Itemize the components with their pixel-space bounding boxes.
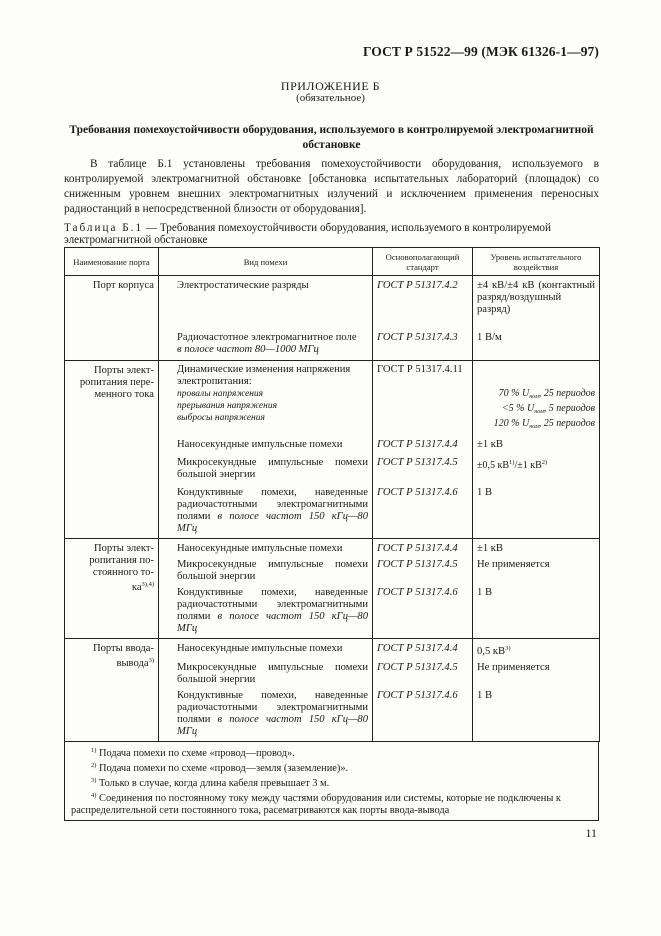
table-caption-label: Таблица Б.1	[64, 222, 144, 234]
sub-disturbance: провалы напряжения	[177, 389, 264, 399]
col-header-disturbance: Вид помехи	[159, 248, 373, 276]
test-level: 1 В	[473, 481, 600, 539]
basic-standard: ГОСТ Р 51317.4.2	[373, 276, 473, 317]
table-row	[65, 639, 600, 659]
disturbance-type	[159, 316, 373, 361]
disturbance-frequency-range: в полосе частот 150 кГц—80 МГц	[177, 714, 368, 737]
page-number: 11	[585, 826, 597, 840]
disturbance-type: Микросекундные импульсные помехи большой энергии	[159, 451, 373, 481]
level-dips: 70 % $U_{ном}$, 25 периодов	[498, 388, 595, 400]
disturbance-type: Микросекундные импульсные помехи большой энергии	[159, 658, 373, 686]
standard-designation: ГОСТ Р 51522—99 (МЭК 61326-1—97)	[362, 44, 599, 59]
test-level: 1 В/м	[473, 316, 600, 361]
disturbance-type-text: Кондуктивные помехи, наведенные радиочастотными электромагнитными полями	[177, 587, 368, 622]
col-header-port: Наименование порта	[65, 248, 159, 276]
col-header-standard: Основополагающий стандарт	[373, 248, 473, 276]
table-caption	[64, 222, 599, 246]
port-name: Порты элект- ропитания по- стоянного то- $ка^{3),4)}$	[65, 539, 159, 639]
level-interruptions: <5 % $U_{ном}$, 5 периодов	[501, 403, 595, 415]
footnote: $^{3)}$ Только в случае, когда длина кабеля превышает 3 м.	[91, 777, 330, 789]
footnote: $^{4)}$ Соединения по постоянному току между частями оборудования или системы, которые не подключены к распределительной сети постоянного тока, расематриваются как порты ввода-вывода	[71, 792, 561, 816]
col-header-level: Уровень испытательного воздействия	[473, 248, 600, 276]
table-row	[65, 539, 600, 556]
disturbance-type-text: Кондуктивные помехи, наведенные радиочастотными электромагнитными полями	[177, 690, 368, 725]
annex-subtitle: (обязательное)	[296, 92, 365, 104]
test-level: Не применяется	[473, 658, 600, 686]
disturbance-frequency-range: в полосе частот 150 кГц—80 МГц	[177, 511, 368, 534]
basic-standard: ГОСТ Р 51317.4.4	[373, 639, 473, 659]
test-level: 0,5 $кВ^{3)}$	[473, 639, 600, 659]
disturbance-type	[159, 583, 373, 639]
basic-standard: ГОСТ Р 51317.4.6	[373, 481, 473, 539]
disturbance-type-text: Динамические изменения напряжения электропитания:	[177, 364, 351, 387]
level-swells: 120 % $U_{ном}$, 25 периодов	[493, 418, 595, 430]
basic-standard: ГОСТ Р 51317.4.5	[373, 451, 473, 481]
basic-standard: ГОСТ Р 51317.4.5	[373, 555, 473, 583]
table-row	[65, 276, 600, 317]
test-level: ±4 кВ/±4 кВ (контактный разряд/воздушный разряд)	[473, 276, 600, 317]
test-level	[473, 361, 600, 434]
disturbance-type	[159, 686, 373, 742]
basic-standard: ГОСТ Р 51317.4.4	[373, 539, 473, 556]
test-level: Не применяется	[473, 555, 600, 583]
disturbance-type-text: Кондуктивные помехи, наведенные радиочастотными электромагнитными полями	[177, 487, 368, 522]
disturbance-type: Наносекундные импульсные помехи	[159, 539, 373, 556]
test-level: ±1 кВ	[473, 539, 600, 556]
test-level: ±1 кВ	[473, 433, 600, 451]
immunity-requirements-table	[64, 247, 600, 742]
port-name: Порт корпуса	[65, 276, 159, 361]
footnote: $^{2)}$ Подача помехи по схеме «провод—земля (заземление)».	[91, 762, 349, 774]
disturbance-type: Наносекундные импульсные помехи	[159, 433, 373, 451]
disturbance-type: Наносекундные импульсные помехи	[159, 639, 373, 659]
test-level: 1 В	[473, 686, 600, 742]
annex-title: ПРИЛОЖЕНИЕ Б	[280, 79, 381, 93]
port-name: Порты ввода- вывода$^{3)}$	[65, 639, 159, 742]
basic-standard: ГОСТ Р 51317.4.4	[373, 433, 473, 451]
intro-paragraph: В таблице Б.1 установлены требования помехоустойчивости оборудования, используемого в контролируемой электромагнитной обстановке [обстановка испытательных лабораторий (площадок) со сниженным уровнем внешних электромагнитных излучений и исключением применения переносных радиостанций в непосредственной близости от оборудования].	[64, 158, 599, 215]
test-level: ±0,5 $кВ^{1)}/\pm 1$ $кВ^{2)}$	[473, 451, 600, 481]
disturbance-type: Электростатические разряды	[159, 276, 373, 317]
test-level: 1 В	[473, 583, 600, 639]
table-caption-text: — Требования помехоустойчивости оборудования, используемого в контролируемой электромагнитной обстановке	[64, 222, 551, 246]
basic-standard: ГОСТ Р 51317.4.5	[373, 658, 473, 686]
table-row	[65, 361, 600, 434]
basic-standard: ГОСТ Р 51317.4.6	[373, 583, 473, 639]
disturbance-type	[159, 481, 373, 539]
sub-disturbance: выбросы напряжения	[177, 413, 265, 423]
basic-standard: ГОСТ Р 51317.4.11	[373, 361, 473, 434]
port-name: Порты элект- ропитания пере- менного тока	[65, 361, 159, 539]
disturbance-frequency-range: в полосе частот 150 кГц—80 МГц	[177, 611, 368, 634]
sub-disturbance: прерывания напряжения	[177, 401, 278, 411]
disturbance-type: Микросекундные импульсные помехи большой энергии	[159, 555, 373, 583]
footnote: $^{1)}$ Подача помехи по схеме «провод—провод».	[91, 747, 295, 759]
disturbance-type	[159, 361, 373, 434]
disturbance-frequency-range: в полосе частот 80—1000 МГц	[177, 344, 319, 355]
disturbance-type-text: Радиочастотное электромагнитное поле	[177, 332, 357, 343]
basic-standard: ГОСТ Р 51317.4.3	[373, 316, 473, 361]
table-footnotes	[64, 741, 599, 821]
basic-standard: ГОСТ Р 51317.4.6	[373, 686, 473, 742]
table-header-row	[65, 248, 600, 276]
section-heading: Требования помехоустойчивости оборудования, используемого в контролируемой электромагнитной обстановке	[69, 124, 594, 151]
